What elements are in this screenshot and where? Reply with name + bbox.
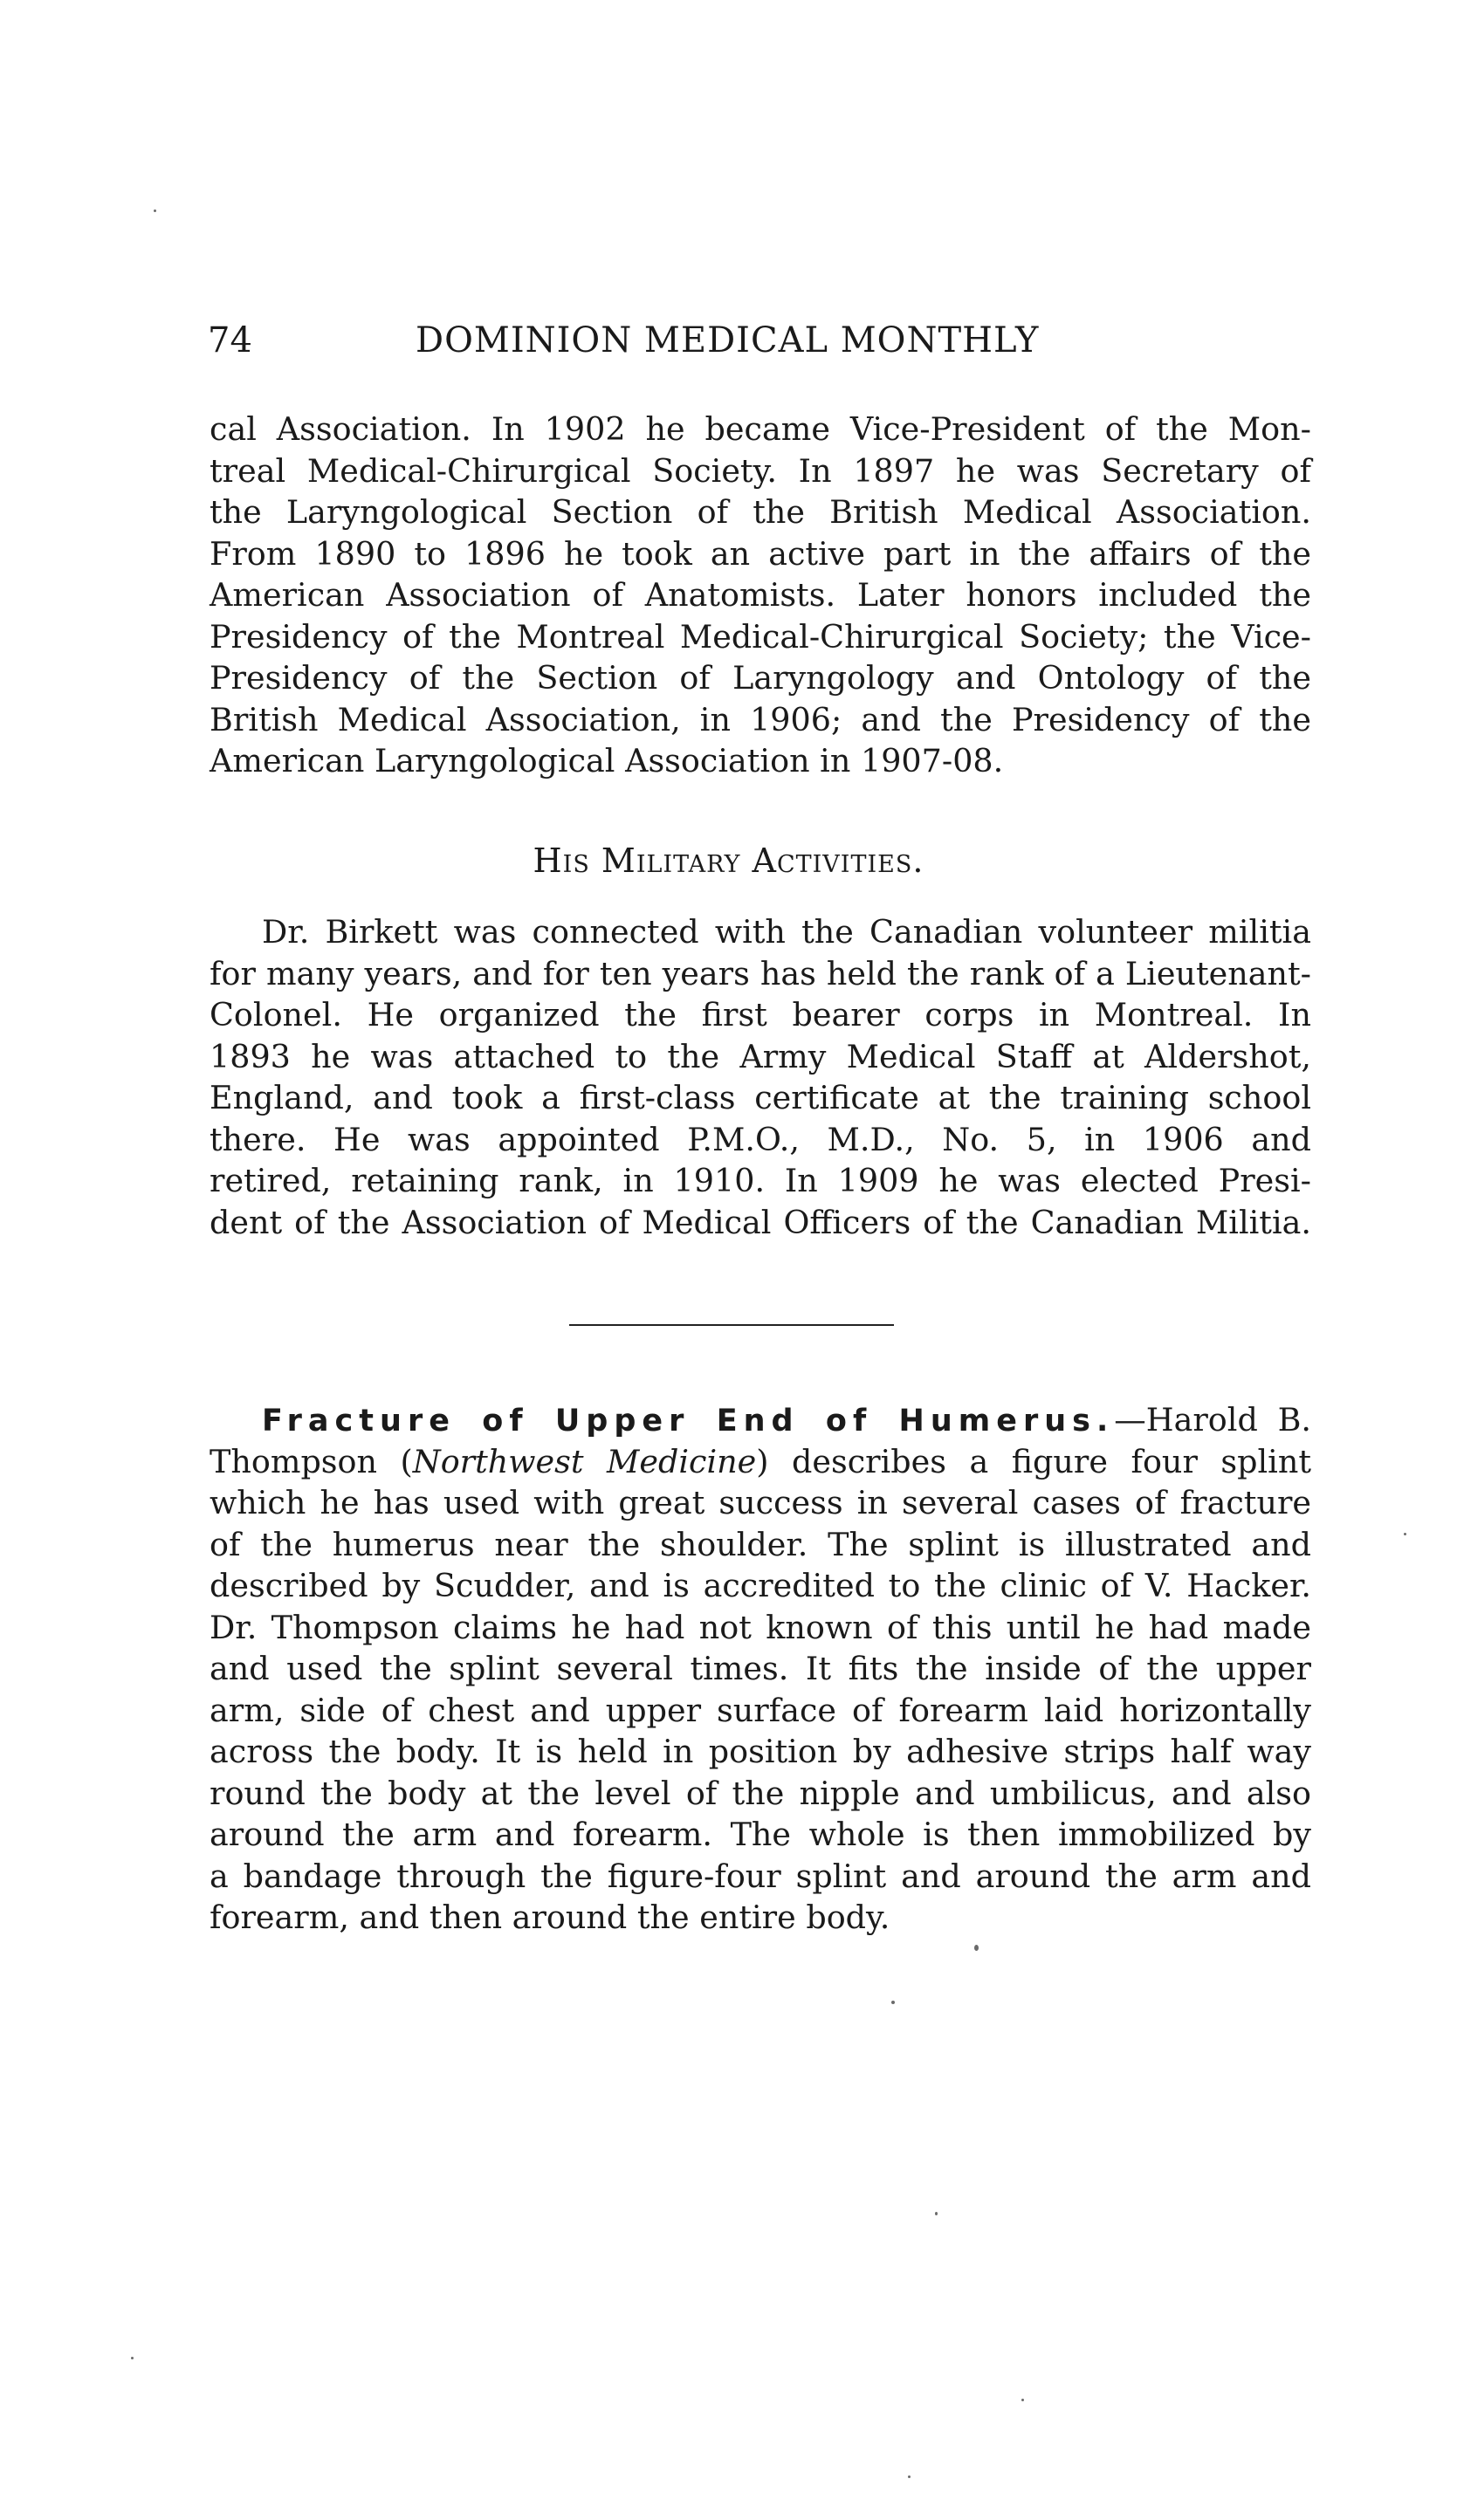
text-line: Presidency of the Montreal Medical-Chirurgical Society; the Vice-	[210, 617, 1311, 656]
text-line: American Association of Anatomists. Later honors included the	[210, 576, 1311, 614]
text-line: Dr. Thompson claims he had not known of this until he had made	[210, 1608, 1311, 1646]
running-head	[208, 314, 1308, 367]
text-line: 1893 he was attached to the Army Medical Staff at Aldershot,	[210, 1037, 1311, 1075]
text-line: and used the splint several times. It fits the inside of the upper	[210, 1650, 1311, 1687]
text-line: Presidency of the Section of Laryngology and Ontology of the	[210, 659, 1311, 697]
section-heading: His Military Activities.	[533, 841, 924, 880]
article-title: Fracture of Upper End of Humerus.	[262, 1404, 1115, 1439]
text-line: Dr. Birkett was connected with the Canadian volunteer militia	[262, 913, 1311, 951]
text-line: there. He was appointed P.M.O., M.D., No. 5, in 1906 and	[210, 1120, 1311, 1158]
text-line: From 1890 to 1896 he took an active part in the affairs of the	[210, 534, 1311, 573]
text-line: Colonel. He organized the first bearer corps in Montreal. In	[210, 996, 1311, 1033]
text-line: treal Medical-Chirurgical Society. In 1897 he was Secretary of	[210, 451, 1311, 490]
scan-speck	[1404, 1533, 1406, 1535]
article-fracture-humerus	[210, 1399, 1311, 1939]
scan-speck	[1021, 2399, 1024, 2401]
text-line: England, and took a first-class certificate at the training school	[210, 1079, 1311, 1116]
article-author-lead: —Harold B.	[1114, 1401, 1311, 1439]
text-line: a bandage through the figure-four splint and around the arm and	[210, 1857, 1311, 1895]
text-line: cal Association. In 1902 he became Vice-President of the Mon-	[210, 410, 1311, 448]
text-line: round the body at the level of the nipple and umbilicus, and also	[210, 1774, 1311, 1812]
scan-speck	[974, 1945, 979, 1951]
article-source: Northwest Medicine	[412, 1442, 757, 1480]
text-line: American Laryngological Association in 1907-08.	[210, 742, 1004, 779]
scan-speck	[935, 2212, 938, 2215]
text-line: around the arm and forearm. The whole is then immobilized by	[210, 1816, 1311, 1853]
text-line: retired, retaining rank, in 1910. In 1909 he was elected Presi-	[210, 1162, 1311, 1199]
scan-speck	[131, 2357, 134, 2359]
text-line: of the humerus near the shoulder. The splint is illustrated and	[210, 1525, 1311, 1563]
text-line: arm, side of chest and upper surface of forearm laid horizontally	[210, 1691, 1311, 1729]
text-line: forearm, and then around the entire body.	[210, 1899, 890, 1936]
scan-speck	[891, 2001, 895, 2004]
text-line: described by Scudder, and is accredited to the clinic of V. Hacker.	[210, 1567, 1311, 1604]
text-line: which he has used with great success in several cases of fracture	[210, 1484, 1311, 1521]
paragraph-association-honors	[210, 409, 1311, 782]
text-line: across the body. It is held in position by adhesive strips half way	[210, 1733, 1311, 1770]
text-line: for many years, and for ten years has held the rank of a Lieutenant-	[210, 954, 1311, 992]
section-divider	[569, 1324, 894, 1326]
journal-title: DOMINION MEDICAL MONTHLY	[416, 320, 1040, 360]
scan-speck	[908, 2475, 911, 2478]
paragraph-military-activities	[210, 911, 1311, 1243]
text-line: British Medical Association, in 1906; and the Presidency of the	[210, 700, 1311, 738]
text-fragment: Thompson (	[210, 1442, 413, 1480]
page-number: 74	[208, 320, 252, 360]
text-line: dent of the Association of Medical Officers of the Canadian Militia.	[210, 1203, 1311, 1241]
text-line: the Laryngological Section of the British Medical Association.	[210, 493, 1311, 531]
article-source-line	[210, 1441, 1311, 1483]
scan-speck	[154, 209, 156, 212]
text-fragment: ) describes a figure four splint	[756, 1442, 1312, 1480]
article-first-line	[210, 1399, 1311, 1441]
